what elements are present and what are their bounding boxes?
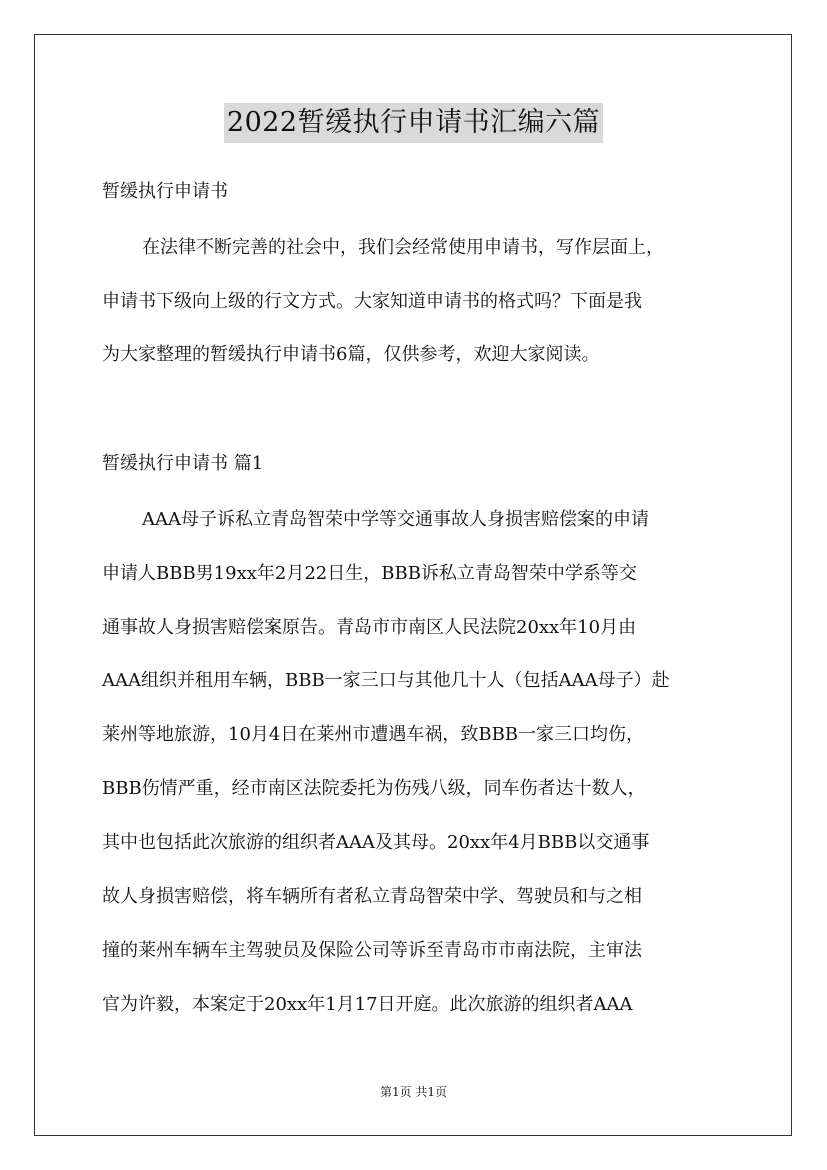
paragraph-line: 为大家整理的暂缓执行申请书6篇，仅供参考，欢迎大家阅读。 <box>102 344 600 365</box>
paragraph-line: AAA母子诉私立青岛智荣中学等交通事故人身损害赔偿案的申请 <box>142 509 649 530</box>
paragraph-line: BBB伤情严重，经市南区法院委托为伤残八级，同车伤者达十数人， <box>102 778 646 799</box>
paragraph-line: 撞的莱州车辆车主驾驶员及保险公司等诉至青岛市市南法院，主审法 <box>102 940 642 961</box>
paragraph-line: 申请人BBB男19xx年2月22日生，BBB诉私立青岛智荣中学系等交 <box>102 563 637 584</box>
paragraph-line: 通事故人身损害赔偿案原告。青岛市市南区人民法院20xx年10月由 <box>102 617 637 638</box>
paragraph-line: AAA组织并租用车辆，BBB一家三口与其他几十人（包括AAA母子）赴 <box>102 670 670 691</box>
paragraph-line: 在法律不断完善的社会中，我们会经常使用申请书，写作层面上， <box>142 237 664 258</box>
paragraph-line: 官为许毅，本案定于20xx年1月17日开庭。此次旅游的组织者AAA <box>102 994 633 1015</box>
document-title: 2022暂缓执行申请书汇编六篇 <box>224 103 603 143</box>
page-footer: 第1页 共1页 <box>379 1085 448 1099</box>
paragraph-line: 其中也包括此次旅游的组织者AAA及其母。20xx年4月BBB以交通事 <box>102 832 650 853</box>
title-container <box>0 103 827 143</box>
paragraph-line: 申请书下级向上级的行文方式。大家知道申请书的格式吗？下面是我 <box>102 291 642 312</box>
section-heading: 暂缓执行申请书 <box>102 181 228 202</box>
paragraph-line: 故人身损害赔偿，将车辆所有者私立青岛智荣中学、驾驶员和与之相 <box>102 886 642 907</box>
paragraph-line: 莱州等地旅游，10月4日在莱州市遭遇车祸，致BBB一家三口均伤， <box>102 724 645 745</box>
section-heading: 暂缓执行申请书 篇1 <box>102 453 264 474</box>
